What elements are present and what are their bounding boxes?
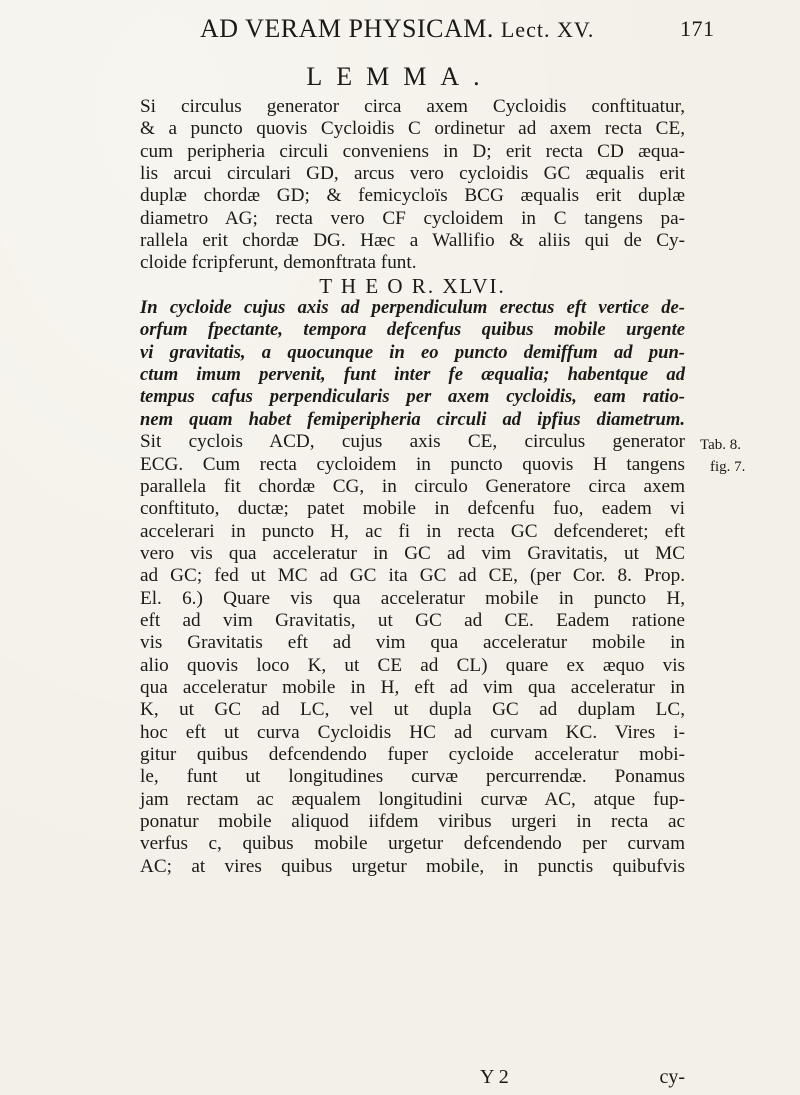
- body-text: [140, 96, 685, 878]
- text-line: accelerari in puncto H, ac fi in recta GC defcenderet; eft: [140, 520, 685, 542]
- text-line: ad GC; fed ut MC ad GC ita GC ad CE, (per Cor. 8. Prop.: [140, 565, 685, 587]
- text-line: ponatur mobile aliquod iifdem viribus urgeri in recta ac: [140, 811, 685, 832]
- text-line: lis arcui circulari GD, arcus vero cycloidis GC æqualis erit: [140, 163, 685, 185]
- text-line: AC; at vires quibus urgetur mobile, in punctis quibufvis: [140, 855, 685, 877]
- text-line: rallela erit chordæ DG. Hæc a Wallifio & aliis qui de Cy-: [140, 230, 685, 252]
- text-line: orfum fpectante, tempora defcenfus quibus mobile urgente: [140, 319, 685, 341]
- text-line: & a puncto quovis Cycloidis C ordinetur ad axem recta CE,: [140, 118, 685, 140]
- text-line: duplæ chordæ GD; & femicycloïs BCG æqualis erit duplæ: [140, 185, 685, 207]
- text-line: cloide fcripferunt, demonftrata funt.: [140, 252, 417, 274]
- text-line: qua acceleratur mobile in H, eft ad vim qua acceleratur in: [140, 676, 685, 698]
- text-line: ctum imum pervenit, funt inter fe æqualia; habentque ad: [140, 364, 685, 386]
- lemma-heading: LEMMA.: [306, 62, 494, 91]
- text-line: hoc eft ut curva Cycloidis HC ad curvam KC. Vires i-: [140, 721, 685, 743]
- signature-mark: Y 2: [480, 1066, 509, 1088]
- text-line: diametro AG; recta vero CF cycloidem in C tangens pa-: [140, 207, 685, 229]
- page-number: 171: [680, 16, 715, 41]
- text-line: T H E O R. XLVI.: [319, 273, 506, 298]
- text-line: eft ad vim Gravitatis, ut GC ad CE. Eadem ratione: [140, 609, 685, 631]
- catchword: cy-: [659, 1066, 685, 1088]
- text-line: Sit cyclois ACD, cujus axis CE, circulus generator: [140, 431, 685, 453]
- text-line: vero vis qua acceleratur in GC ad vim Gravitatis, ut MC: [140, 542, 685, 564]
- running-head-lecture: Lect. XV.: [500, 17, 595, 42]
- text-line: jam rectam ac æqualem longitudini curvæ AC, atque fup-: [140, 788, 685, 810]
- text-line: In cycloide cujus axis ad perpendiculum erectus eft vertice de-: [140, 297, 685, 319]
- text-line: cum peripheria circuli conveniens in D; erit recta CD æqua-: [140, 140, 685, 162]
- text-line: nem quam habet femiperipheria circuli ad ipfius diametrum.: [140, 408, 685, 430]
- text-line: tempus cafus perpendicularis per axem cycloidis, eam ratio-: [140, 386, 685, 408]
- text-line: El. 6.) Quare vis qua acceleratur mobile in puncto H,: [140, 587, 685, 609]
- text-line: vi gravitatis, a quocunque in eo puncto demiffum ad pun-: [140, 341, 685, 363]
- text-line: conftituto, ductæ; patet mobile in defcenfu fuo, eadem vi: [140, 498, 685, 520]
- text-line: gitur quibus defcendendo fuper cycloide acceleratur mobi-: [140, 743, 685, 765]
- margin-note-fig: fig. 7.: [710, 459, 746, 475]
- text-line: Si circulus generator circa axem Cycloidis conftituatur,: [140, 96, 685, 117]
- text-line: vis Gravitatis eft ad vim qua acceleratur mobile in: [140, 632, 685, 654]
- margin-note-tab: Tab. 8.: [700, 437, 742, 453]
- text-line: le, funt ut longitudines curvæ percurrendæ. Ponamus: [140, 766, 685, 788]
- running-head-title: AD VERAM PHYSICAM.: [200, 14, 494, 43]
- text-line: K, ut GC ad LC, vel ut dupla GC ad duplam LC,: [140, 699, 685, 721]
- text-line: alio quovis loco K, ut CE ad CL) quare ex æquo vis: [140, 654, 685, 676]
- text-line: ECG. Cum recta cycloidem in puncto quovis H tangens: [140, 453, 685, 475]
- page-footer: [140, 1066, 685, 1090]
- text-line: verfus c, quibus mobile urgetur defcendendo per curvam: [140, 833, 685, 855]
- text-line: parallela fit chordæ CG, in circulo Generatore circa axem: [140, 475, 685, 497]
- running-head: [200, 14, 715, 44]
